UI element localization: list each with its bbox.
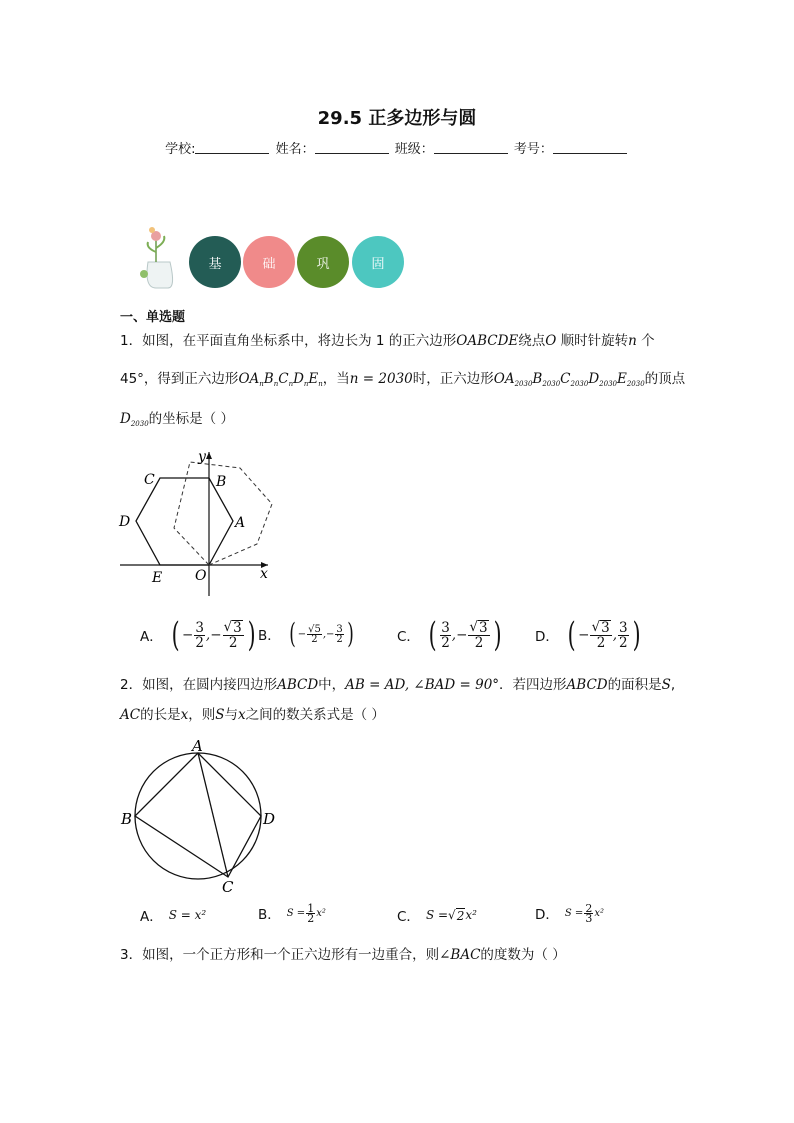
- q2-text-b: 中，: [318, 677, 346, 693]
- q3-text-b: 的度数为（ ）: [480, 947, 566, 963]
- q2-line2: [120, 705, 385, 725]
- label-a: A: [192, 737, 203, 755]
- q1-hexn-oa: OA: [238, 371, 260, 387]
- q1-option-d-math: ( − √ 3 2 , $\frac{3}{2}$ ): [567, 615, 641, 655]
- school-blank: [195, 141, 269, 154]
- badge-ji: 基: [189, 236, 241, 288]
- q1-n: n: [628, 333, 637, 349]
- q2-text-c: ．若四边形: [499, 677, 567, 693]
- q1-line1: [120, 331, 655, 351]
- exam-no-blank: [553, 141, 627, 154]
- q1-option-b[interactable]: [258, 617, 356, 650]
- q1-condition: n = 2030: [349, 371, 413, 387]
- label-c: C: [144, 472, 155, 488]
- section-heading: 一、单选题: [120, 310, 186, 325]
- q1-text-d: 个: [641, 333, 655, 349]
- q1-option-a-label: A．: [140, 629, 163, 645]
- label-y: y: [198, 449, 206, 465]
- q2-option-b-math: S = $\frac{1}{2}$ x²: [286, 901, 326, 925]
- label-a: A: [235, 515, 246, 531]
- q2-text-f: ，则: [188, 707, 216, 723]
- q2-quad-name: ABCD: [277, 677, 319, 693]
- label-c: C: [222, 878, 234, 894]
- q1-text-f: ，当: [322, 371, 350, 387]
- badge-gu: 固: [352, 236, 404, 288]
- q1-line2: [120, 369, 685, 394]
- q2-option-a-label: A．: [140, 909, 163, 925]
- label-b: B: [216, 474, 227, 490]
- q3-line1: [120, 945, 566, 965]
- q1-option-b-math: ( − $\frac{√5}{2}$ ,− $\frac{3}{2}$ ): [288, 617, 354, 650]
- student-info-line: [0, 138, 794, 157]
- hexagon-oabcde: [136, 478, 233, 565]
- y-axis-arrow: [206, 452, 212, 459]
- q1-option-c-label: C．: [397, 629, 420, 645]
- q2-option-d-math: S = $\frac{2}{3}$ x²: [564, 901, 604, 925]
- q1-text-c: 顺时针旋转: [560, 333, 629, 349]
- plant-vase-illustration: [134, 222, 180, 290]
- q2-text-d: 的面积是: [607, 677, 662, 693]
- exam-no-label: 考号：: [513, 142, 553, 157]
- q1-hexagon-n: $OA_nB_nC_nD_nE_n$: [238, 371, 323, 388]
- q1-option-d-label: D．: [535, 629, 559, 645]
- page-title: 29.5 正多边形与圆: [317, 108, 477, 129]
- q3-text-a: 3．如图，一个正方形和一个正六边形有一边重合，则: [120, 947, 440, 963]
- q2-option-a[interactable]: [140, 905, 206, 925]
- q1-line3: [120, 409, 234, 434]
- q1-hexagon-name: OABCDE: [456, 333, 519, 349]
- q1-point-o: O: [545, 333, 557, 349]
- diagonal-ac: [198, 753, 228, 877]
- q2-option-c[interactable]: [397, 905, 477, 925]
- label-x: x: [260, 566, 268, 582]
- q2-x-2: x: [237, 707, 246, 723]
- q2-option-c-math: S = √ 2 x²: [425, 907, 477, 923]
- q2-s-2: S: [215, 707, 225, 723]
- q2-text-g: 与: [224, 707, 238, 723]
- q2-line1: 2．如图，在圆内接四边形ABCD中，AB = AD, ∠BAD = 90°．若四边形ABCD的面积是S,: [120, 677, 676, 693]
- label-d: D: [119, 514, 131, 530]
- q1-option-a-math: ( − $\frac{3}{2}$ ,− √ 3 2 ): [171, 615, 256, 655]
- q1-d2030: $D_{2030}$: [120, 411, 149, 428]
- badge-gong: 巩: [297, 236, 349, 288]
- q2-text-a: 2．如图，在圆内接四边形: [120, 677, 278, 693]
- q2-text-h: 之间的数关系式是（ ）: [245, 707, 385, 723]
- q1-figure: [116, 446, 282, 598]
- q1-option-b-label: B．: [258, 628, 281, 644]
- q1-text-g: 时，正六边形: [412, 371, 494, 387]
- class-label: 班级：: [394, 142, 434, 157]
- q2-option-c-label: C．: [397, 909, 420, 925]
- school-label: 学校:: [165, 142, 196, 157]
- q2-x: x: [180, 707, 189, 723]
- q2-s: S: [661, 677, 671, 693]
- q1-text-i: 的坐标是（ ）: [148, 411, 234, 427]
- q2-option-b-label: B．: [258, 907, 281, 923]
- label-b: B: [121, 810, 133, 828]
- q1-text-b: 绕点: [518, 333, 546, 349]
- q1-text-a: 1．如图，在平面直角坐标系中，将边长为 1 的正六边形: [120, 333, 457, 349]
- q1-option-c-math: ( $\frac{3}{2}$ ,− √ 3 2 ): [428, 615, 502, 655]
- q2-ac: AC: [120, 707, 141, 723]
- q1-text-h: 的顶点: [644, 371, 686, 387]
- q2-condition: AB = AD, ∠BAD = 90°: [345, 677, 500, 693]
- label-e: E: [152, 570, 163, 586]
- label-d: D: [263, 810, 276, 828]
- q1-option-a[interactable]: [140, 615, 258, 655]
- name-blank: [315, 141, 389, 154]
- q1-hexagon-2030: $OA_{2030}B_{2030}C_{2030}D_{2030}E_{2030}$: [493, 371, 645, 388]
- name-label: 姓名：: [275, 142, 315, 157]
- class-blank: [434, 141, 508, 154]
- q2-quad-name-2: ABCD: [566, 677, 608, 693]
- q3-angle: ∠BAC: [439, 947, 481, 963]
- q1-option-c[interactable]: [397, 615, 504, 655]
- badge-chu: 础: [243, 236, 295, 288]
- circumcircle: [135, 753, 261, 879]
- q2-text-e: 的长是: [140, 707, 181, 723]
- q1-option-d[interactable]: [535, 615, 643, 655]
- q2-option-d-label: D．: [535, 907, 559, 923]
- q2-figure: [116, 736, 286, 894]
- q2-option-a-math: S = x²: [168, 908, 207, 922]
- label-o: O: [195, 568, 207, 584]
- q1-text-e: 45°，得到正六边形: [120, 371, 239, 387]
- q2-option-d[interactable]: [535, 903, 604, 923]
- q2-option-b[interactable]: [258, 903, 326, 923]
